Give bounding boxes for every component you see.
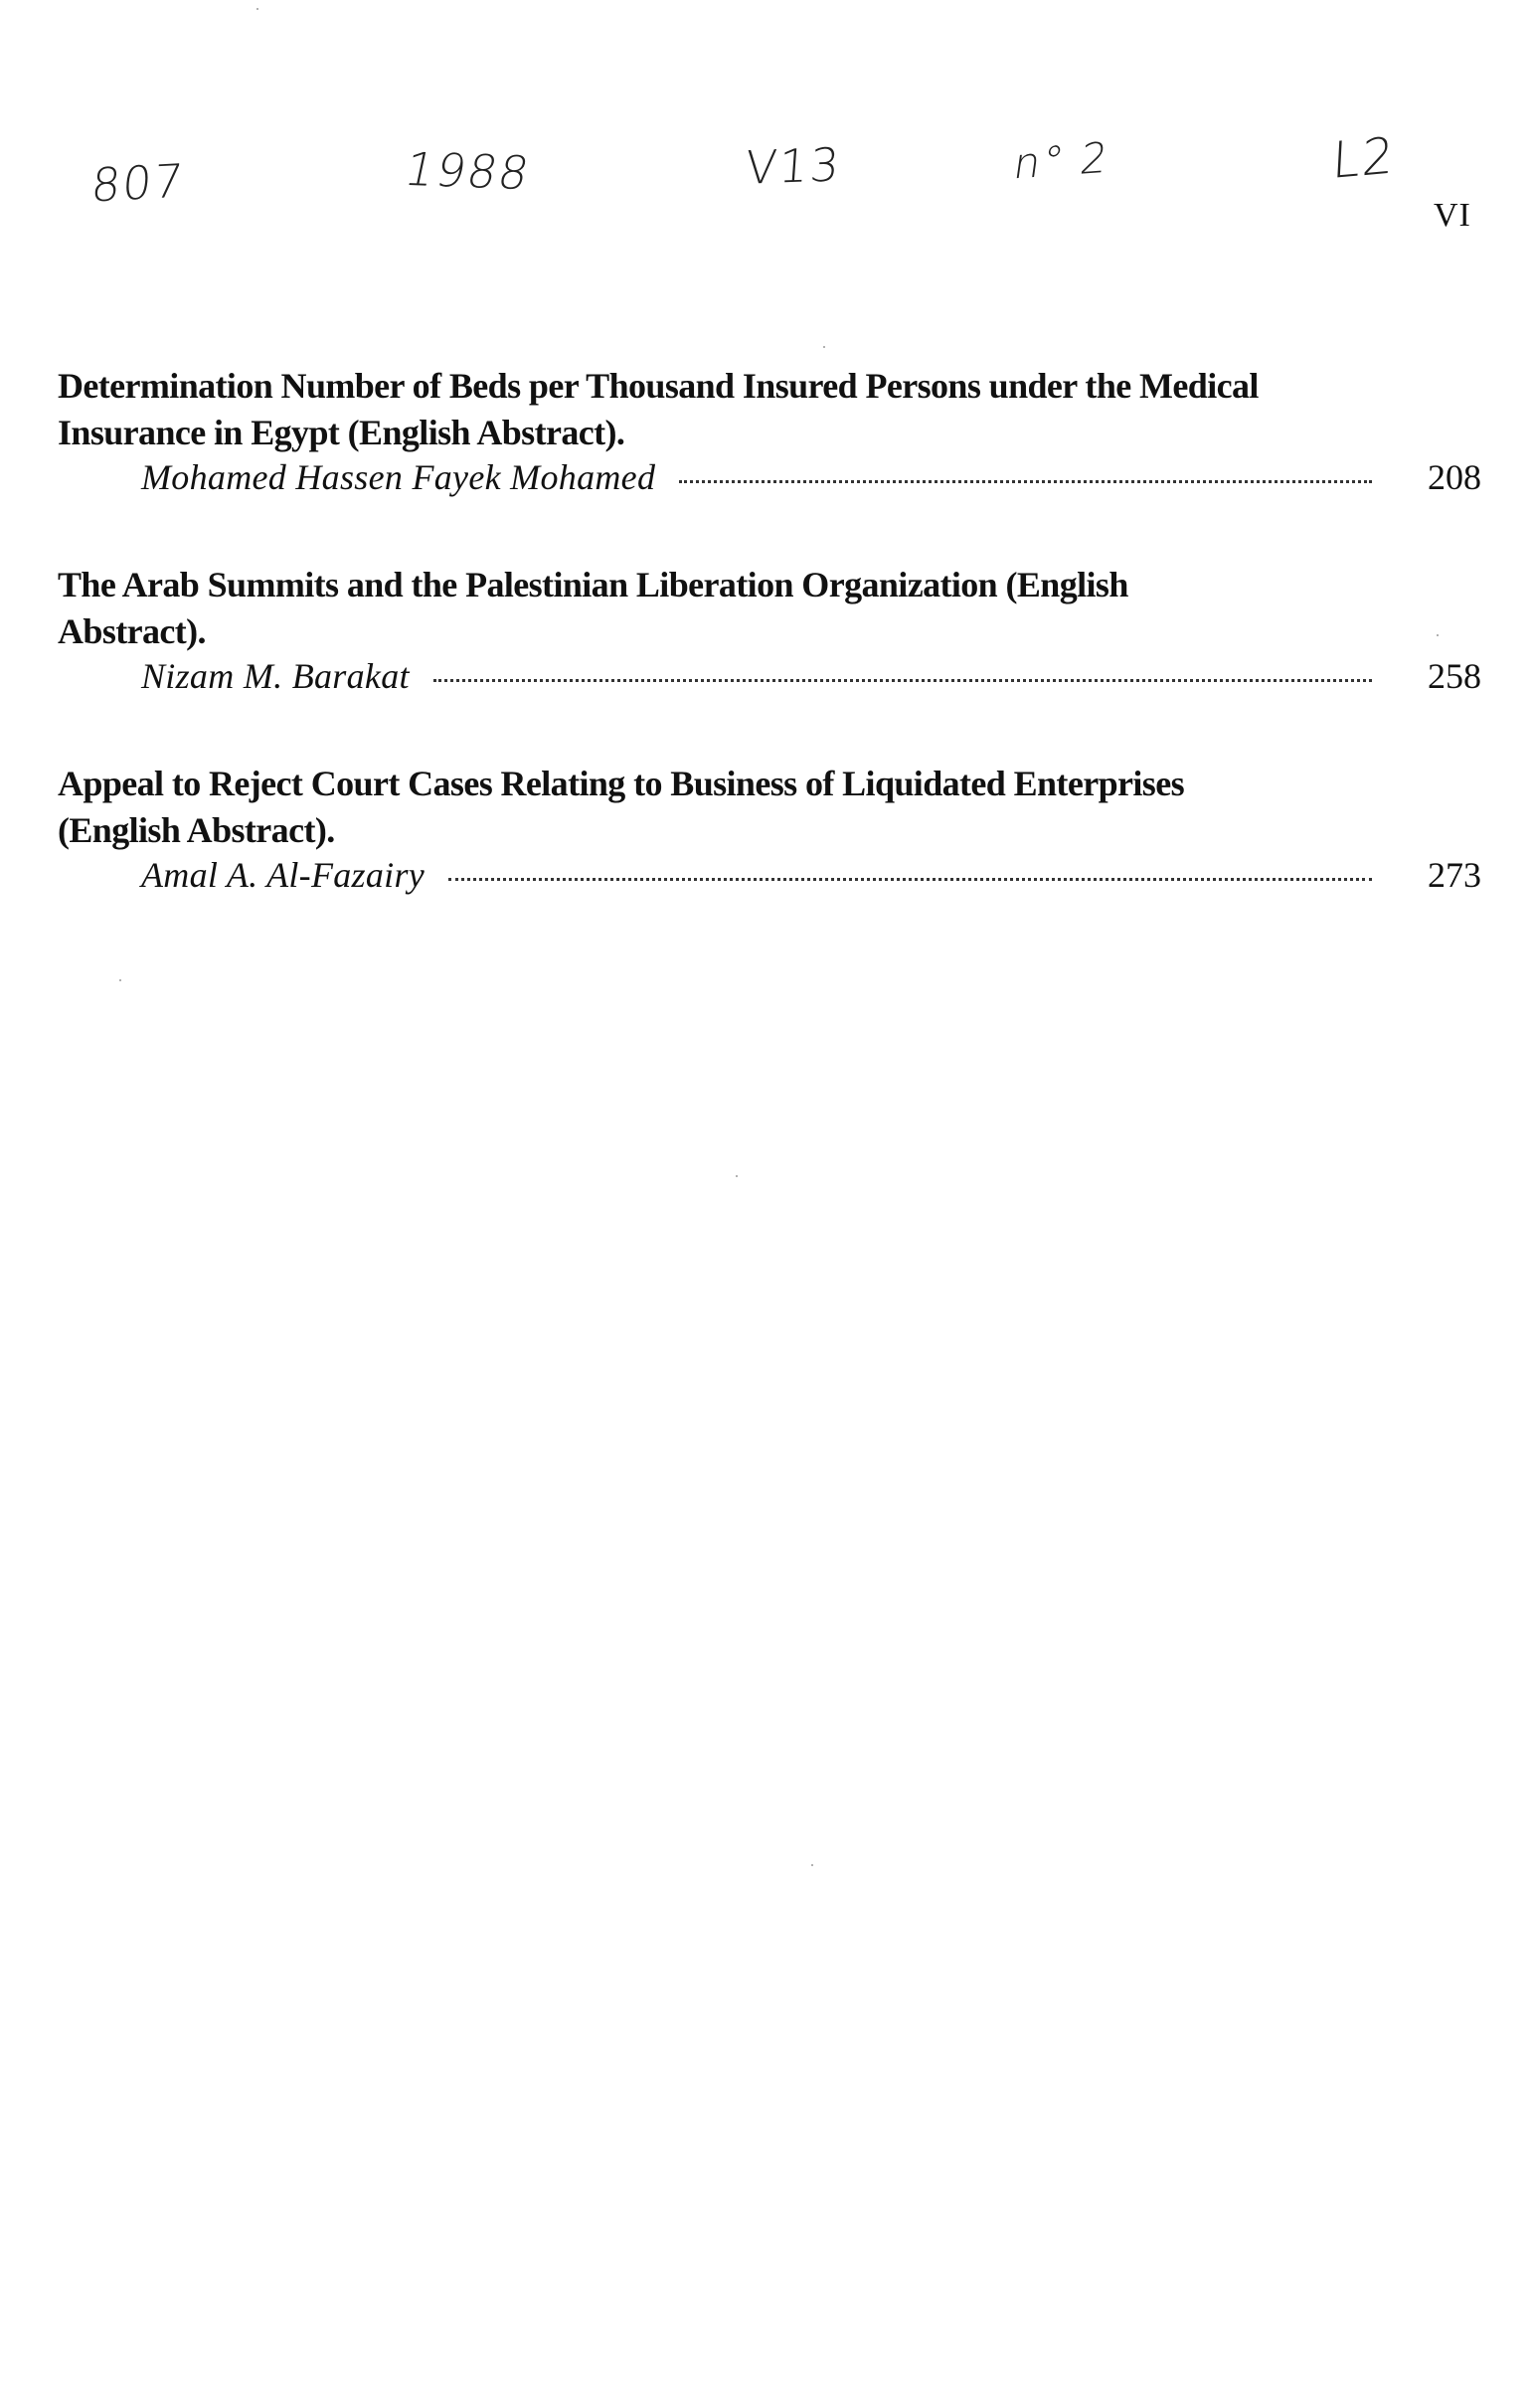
- entry-page-number: 208: [1428, 457, 1481, 497]
- entry-page-number: 258: [1428, 656, 1481, 696]
- handwritten-notes: [0, 125, 1534, 224]
- entry-author: Mohamed Hassen Fayek Mohamed: [141, 457, 656, 497]
- toc-entry: [58, 761, 1481, 906]
- entry-author-line: [58, 655, 1481, 707]
- entry-author-line: [58, 854, 1481, 906]
- page-number: VI: [1434, 197, 1471, 234]
- handwritten-note-5: L2: [1330, 125, 1398, 191]
- toc-entry: [58, 562, 1481, 707]
- handwritten-note-2: 1988: [400, 142, 536, 200]
- dot-leader: [679, 480, 1372, 483]
- entry-title: Appeal to Reject Court Cases Relating to Business of Liquidated Enterprises (English Abstract).: [58, 764, 1184, 850]
- table-of-contents: [58, 363, 1481, 959]
- entry-title: The Arab Summits and the Palestinian Liberation Organization (English Abstract).: [58, 565, 1128, 651]
- handwritten-note-4: n° 2: [1010, 132, 1113, 189]
- scan-speck: [811, 1864, 813, 1866]
- scan-speck: [823, 346, 825, 348]
- dot-leader: [433, 679, 1372, 682]
- handwritten-note-1: 807: [88, 153, 188, 213]
- scan-speck: [256, 8, 258, 10]
- entry-author: Amal A. Al-Fazairy: [141, 855, 426, 895]
- entry-author-line: [58, 456, 1481, 508]
- dot-leader: [448, 878, 1372, 881]
- entry-author: Nizam M. Barakat: [141, 656, 410, 696]
- toc-entry: [58, 363, 1481, 508]
- handwritten-note-3: V13: [744, 137, 843, 195]
- scan-speck: [1437, 634, 1439, 636]
- entry-title: Determination Number of Beds per Thousand Insured Persons under the Medical Insurance in Egypt (English Abstract).: [58, 366, 1259, 452]
- entry-page-number: 273: [1428, 855, 1481, 895]
- scan-speck: [119, 979, 121, 981]
- scan-speck: [736, 1175, 738, 1177]
